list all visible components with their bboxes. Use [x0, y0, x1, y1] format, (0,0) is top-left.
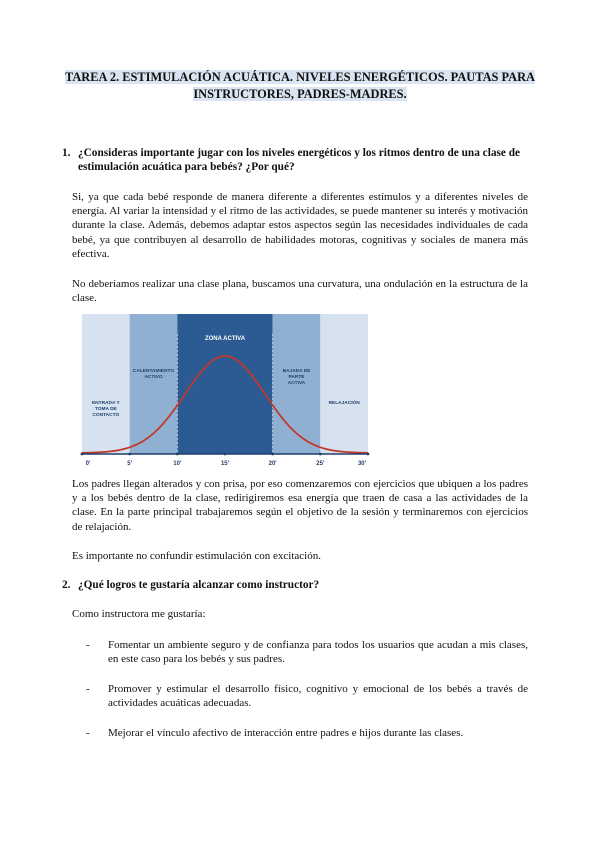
list-item-text: Promover y estimular el desarrollo físico, cognitivo y emocional de los bebés a través de actividades acuáticas adecuadas. [108, 683, 528, 710]
chart-zones [82, 314, 368, 454]
x-tick-mark [224, 453, 227, 456]
x-tick-mark [176, 453, 179, 456]
chart-zone [82, 314, 130, 454]
paragraph-parents-arrive: Los padres llegan alterados y con prisa, por eso comenzaremos con ejercicios que ubiquen a los padres y a los bebés dentro de la clase, redirigiremos esa energía que traen de casa a las actividades de la clase. En la parte principal trabajaremos según el objetivo de la sesión y terminaremos con ejercicios de relajación. [72, 478, 528, 533]
x-tick-label: 5' [127, 461, 133, 467]
question-1-number: 1. [62, 147, 71, 159]
x-tick-label: 15' [220, 461, 230, 467]
x-tick-mark [271, 453, 274, 456]
paragraph-excitation: Es importante no confundir estimulación con excitación. [72, 550, 321, 562]
paragraph-instructor-intro: Como instructora me gustaría: [72, 608, 206, 620]
list-bullet-dash: - [86, 683, 90, 695]
list-item-text: Mejorar el vínculo afectivo de interacción entre padres e hijos durante las clases. [108, 727, 464, 739]
x-tick-label: 20' [268, 461, 277, 467]
x-tick-mark [81, 453, 84, 456]
x-axis-ticks [81, 453, 370, 467]
x-tick-label: 10' [173, 461, 182, 467]
list-bullet-dash: - [86, 639, 90, 651]
document-title [60, 69, 540, 103]
x-tick-mark [128, 453, 131, 456]
list-item [86, 682, 528, 712]
paragraph-flat-class: No deberíamos realizar una clase plana, buscamos una curvatura, una ondulación en la estructura de la clase. [72, 278, 528, 305]
x-tick-label: 30' [357, 461, 367, 467]
paragraph-answer-1: Si, ya que cada bebé responde de manera diferente a diferentes estímulos y a diferentes niveles de energía. Al variar la intensidad y el ritmo de las actividades, se puede mantener su interés y motivación durante la clase. Además, debemos adaptar estos aspectos según las necesidades individuales de cada bebé, ya que contribuyen al desarrollo de habilidades motoras, cognitivas y sociales de manera más efectiva. [72, 191, 528, 260]
chart-zone-label: ENTRADA Y TOMA DE CONTACTO [91, 401, 120, 418]
list-bullet-dash: - [86, 727, 90, 739]
chart-zone-label: BAJADA DE PARTE ACTIVA [282, 369, 311, 386]
chart-zone-label: ZONA ACTIVA [204, 336, 246, 342]
list-item [86, 638, 528, 668]
question-2 [62, 578, 530, 594]
chart-zone [320, 314, 368, 454]
x-tick-mark [367, 453, 370, 456]
question-2-text: ¿Qué logros te gustaría alcanzar como instructor? [78, 579, 320, 591]
question-1-text: ¿Consideras importante jugar con los niveles energéticos y los ritmos dentro de una clase de estimulación acuática para bebés? ¿Por qué? [78, 147, 521, 173]
list-item [86, 726, 528, 742]
document-title-text: TAREA 2. ESTIMULACIÓN ACUÁTICA. NIVELES ENERGÉTICOS. PAUTAS PARA INSTRUCTORES, PADRES-MADRES. [65, 70, 535, 101]
chart-zone-label: CALENTAMIENTO ACTIVO [132, 369, 175, 380]
energy-curve-chart [80, 314, 370, 472]
question-1 [62, 146, 530, 176]
question-2-number: 2. [62, 579, 71, 591]
chart-zone-label: RELAJACIÓN [328, 401, 360, 406]
x-tick-label: 0' [85, 461, 91, 467]
x-tick-label: 25' [316, 461, 325, 467]
list-item-text: Fomentar un ambiente seguro y de confianza para todos los usuarios que acudan a mis clases, en este caso para los bebés y sus padres. [108, 639, 528, 666]
x-tick-mark [319, 453, 322, 456]
